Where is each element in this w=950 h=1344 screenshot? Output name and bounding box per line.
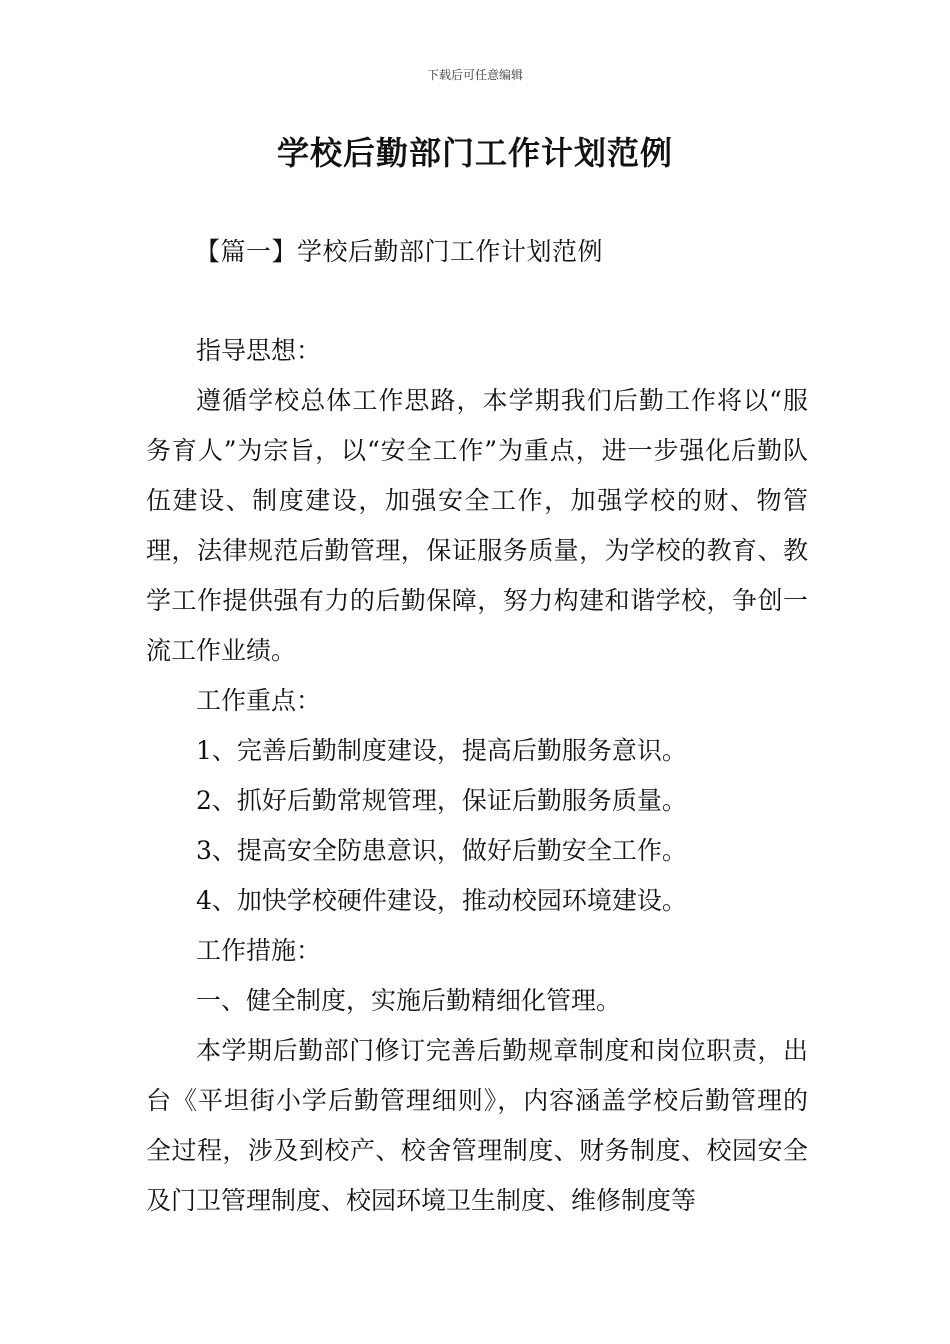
paragraph-key-points-label: 工作重点： — [196, 686, 322, 715]
paragraph-guiding-thought: 遵循学校总体工作思路，本学期我们后勤工作将以“服务育人”为宗旨，以“安全工作”为重点，进一步强化后勤队伍建设、制度建设，加强安全工作，加强学校的财、物管理，法律规范后勤管理，保证服务质量，为学校的教育、教学工作提供强有力的后勤保障，努力构建和谐学校，争创一流工作业绩。 — [146, 386, 808, 665]
document-body — [146, 326, 808, 1226]
key-point-item: 1、完善后勤制度建设，提高后勤服务意识。 — [196, 736, 687, 765]
paragraph-measure-detail: 本学期后勤部门修订完善后勤规章制度和岗位职责，出台《平坦街小学后勤管理细则》，内容涵盖学校后勤管理的全过程，涉及到校产、校舍管理制度、财务制度、校园安全及门卫管理制度、校园环境卫生制度、维修制度等 — [146, 1036, 808, 1215]
measure-heading: 一、健全制度，实施后勤精细化管理。 — [196, 986, 622, 1015]
key-point-item: 4、加快学校硬件建设，推动校园环境建设。 — [196, 886, 687, 915]
paragraph-measures-label: 工作措施： — [196, 936, 322, 965]
paragraph-guiding-thought-label: 指导思想： — [196, 336, 322, 365]
key-point-item: 3、提高安全防患意识，做好后勤安全工作。 — [196, 836, 687, 865]
header-note: 下载后可任意编辑 — [426, 68, 523, 82]
key-point-item: 2、抓好后勤常规管理，保证后勤服务质量。 — [196, 786, 687, 815]
section-heading: 【篇一】学校后勤部门工作计划范例 — [195, 237, 604, 266]
document-title: 学校后勤部门工作计划范例 — [276, 134, 673, 172]
